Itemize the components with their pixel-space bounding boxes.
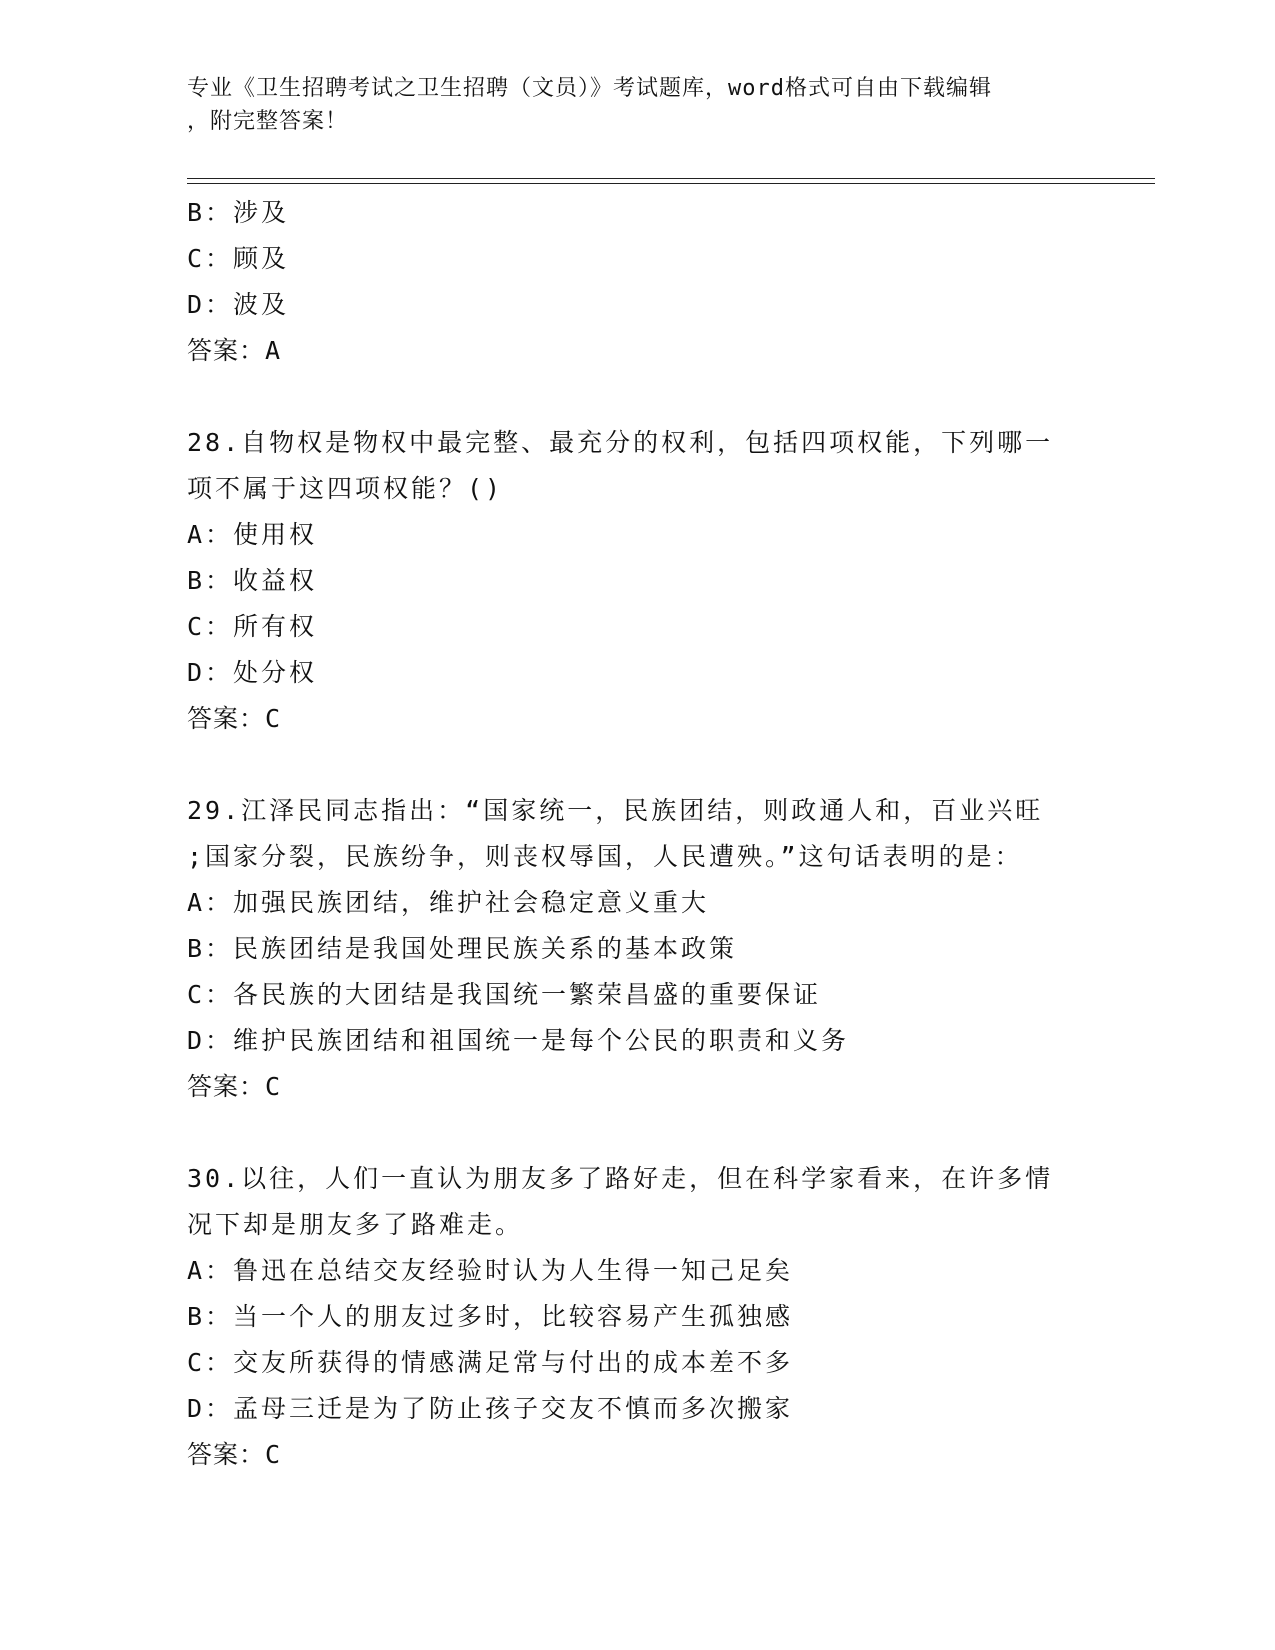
option-a: A：加强民族团结，维护社会稳定意义重大: [187, 888, 710, 917]
answer-line: [187, 1432, 1087, 1478]
page-header: [187, 72, 1087, 138]
option-c: C：所有权: [187, 612, 318, 641]
question-stem: 29.江泽民同志指出：“国家统一，民族团结，则政通人和，百业兴旺: [187, 796, 1044, 825]
option-b: B：涉及: [187, 198, 290, 227]
question-27: [187, 190, 1087, 374]
question-29: [187, 788, 1087, 1110]
answer-line: [187, 328, 1087, 374]
option-d: D：孟母三迁是为了防止孩子交友不慎而多次搬家: [187, 1394, 794, 1423]
question-stem-continued: 况下却是朋友多了路难走。: [187, 1210, 524, 1239]
answer-label: 答案：: [187, 1072, 266, 1101]
option-a: A：鲁迅在总结交友经验时认为人生得一知己足矣: [187, 1256, 794, 1285]
question-gap: [187, 742, 1087, 788]
option-c: C：各民族的大团结是我国统一繁荣昌盛的重要保证: [187, 980, 822, 1009]
header-line-1: 专业《卫生招聘考试之卫生招聘（文员）》考试题库，word格式可自由下载编辑: [187, 76, 992, 101]
header-divider-top: [187, 178, 1155, 179]
option-b: B：民族团结是我国处理民族关系的基本政策: [187, 934, 738, 963]
option-b: B：收益权: [187, 566, 318, 595]
answer-value: C: [265, 704, 282, 733]
question-30: [187, 1156, 1087, 1478]
answer-value: A: [265, 336, 282, 365]
option-b: B：当一个人的朋友过多时，比较容易产生孤独感: [187, 1302, 794, 1331]
answer-label: 答案：: [187, 336, 266, 365]
answer-line: [187, 1064, 1087, 1110]
question-list: [187, 190, 1087, 1478]
option-d: D：处分权: [187, 658, 318, 687]
answer-label: 答案：: [187, 1440, 266, 1469]
question-stem: 30.以往，人们一直认为朋友多了路好走，但在科学家看来，在许多情: [187, 1164, 1054, 1193]
answer-value: C: [265, 1440, 282, 1469]
question-gap: [187, 1110, 1087, 1156]
question-stem: 28.自物权是物权中最完整、最充分的权利，包括四项权能，下列哪一: [187, 428, 1054, 457]
question-stem-continued: 项不属于这四项权能？(): [187, 474, 504, 503]
answer-label: 答案：: [187, 704, 266, 733]
answer-value: C: [265, 1072, 282, 1101]
header-line-2: ，附完整答案！: [187, 109, 349, 134]
header-divider-bottom: [187, 183, 1155, 184]
answer-line: [187, 696, 1087, 742]
question-gap: [187, 374, 1087, 420]
question-stem-continued: ;国家分裂，民族纷争，则丧权辱国，人民遭殃。”这句话表明的是：: [187, 842, 1023, 871]
question-28: [187, 420, 1087, 742]
option-a: A：使用权: [187, 520, 318, 549]
option-d: D：维护民族团结和祖国统一是每个公民的职责和义务: [187, 1026, 850, 1055]
option-c: C：交友所获得的情感满足常与付出的成本差不多: [187, 1348, 794, 1377]
option-c: C：顾及: [187, 244, 290, 273]
option-d: D：波及: [187, 290, 290, 319]
